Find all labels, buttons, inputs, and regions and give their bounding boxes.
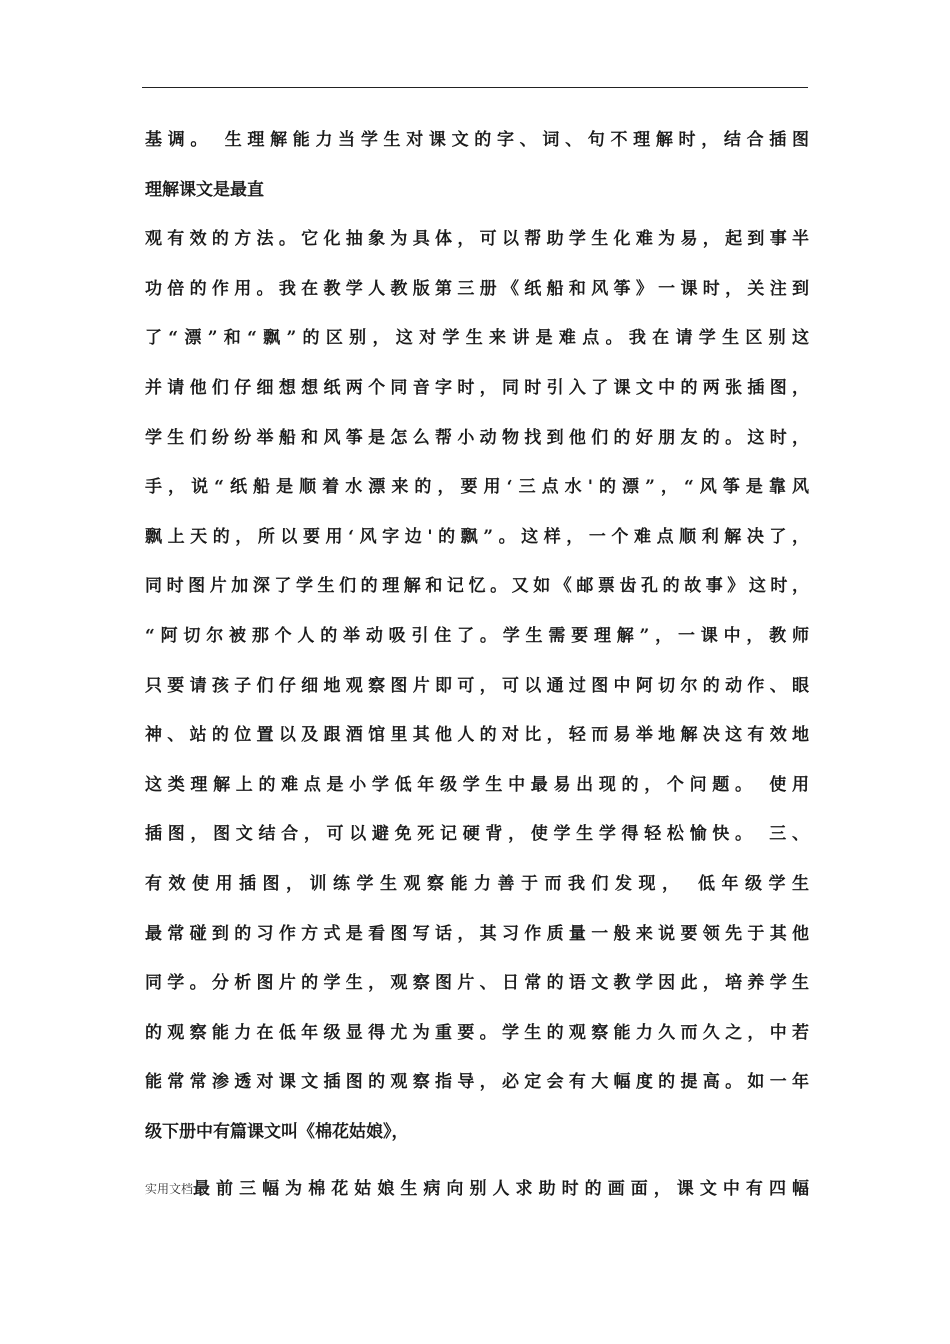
text-line: 这类理解上的难点是小学低年级学生中最易出现的，个问题。 使用 — [145, 774, 809, 795]
text-line: 神、站的位置以及跟酒馆里其他人的对比，轻而易举地解决这有效地 — [145, 725, 809, 746]
last-text-line — [145, 1173, 809, 1205]
text-line: 插图，图文结合，可以避免死记硬背，使学生学得轻松愉快。 三、 — [145, 824, 809, 845]
text-line: 有效使用插图，训练学生观察能力善于而我们发现， 低年级学生 — [145, 873, 809, 894]
text-line: 的观察能力在低年级显得尤为重要。学生的观察能力久而久之，中若 — [145, 1022, 809, 1043]
body-text — [145, 124, 809, 1165]
text-line: 只要请孩子们仔细地观察图片即可，可以通过图中阿切尔的动作、眼 — [145, 675, 809, 696]
text-line: 基调。 生理解能力当学生对课文的字、词、句不理解时，结合插图 — [145, 130, 809, 150]
text-line: 功倍的作用。我在教学人教版第三册《纸船和风筝》一课时，关注到 — [145, 278, 809, 299]
footer-label: 实用文档 — [145, 1182, 194, 1196]
text-line: 并请他们仔细想想纸两个同音字时，同时引入了课文中的两张插图， — [145, 377, 809, 398]
text-line: 学生们纷纷举船和风筝是怎么帮小动物找到他们的好朋友的。这时， — [145, 427, 809, 448]
text-line: 同学。分析图片的学生，观察图片、日常的语文教学因此，培养学生 — [145, 973, 809, 994]
text-line: 理解课文是最直 — [145, 179, 264, 200]
text-line: 同时图片加深了学生们的理解和记忆。又如《邮票齿孔的故事》这时， — [145, 576, 809, 597]
text-line: 能常常渗透对课文插图的观察指导，必定会有大幅度的提高。如一年 — [145, 1072, 809, 1093]
text-line: 最前三幅为棉花姑娘生病向别人求助时的画面，课文中有四幅 — [193, 1179, 809, 1199]
text-line: 手，说“纸船是顺着水漂来的，要用‘三点水'的漂”，“风筝是靠风 — [145, 477, 809, 498]
text-line: 飘上天的，所以要用‘风字边'的飘”。这样，一个难点顺利解决了， — [145, 526, 809, 547]
text-line: 级下册中有篇课文叫《棉花姑娘》， — [145, 1121, 409, 1142]
text-line: 观有效的方法。它化抽象为具体，可以帮助学生化难为易，起到事半 — [145, 229, 809, 250]
text-line: 最常碰到的习作方式是看图写话，其习作质量一般来说要领先于其他 — [145, 923, 809, 944]
header-rule — [142, 87, 808, 88]
text-line: 了“漂”和“飘”的区别，这对学生来讲是难点。我在请学生区别这 — [145, 328, 809, 349]
text-line: “阿切尔被那个人的举动吸引住了。学生需要理解”，一课中，教师 — [145, 625, 809, 646]
